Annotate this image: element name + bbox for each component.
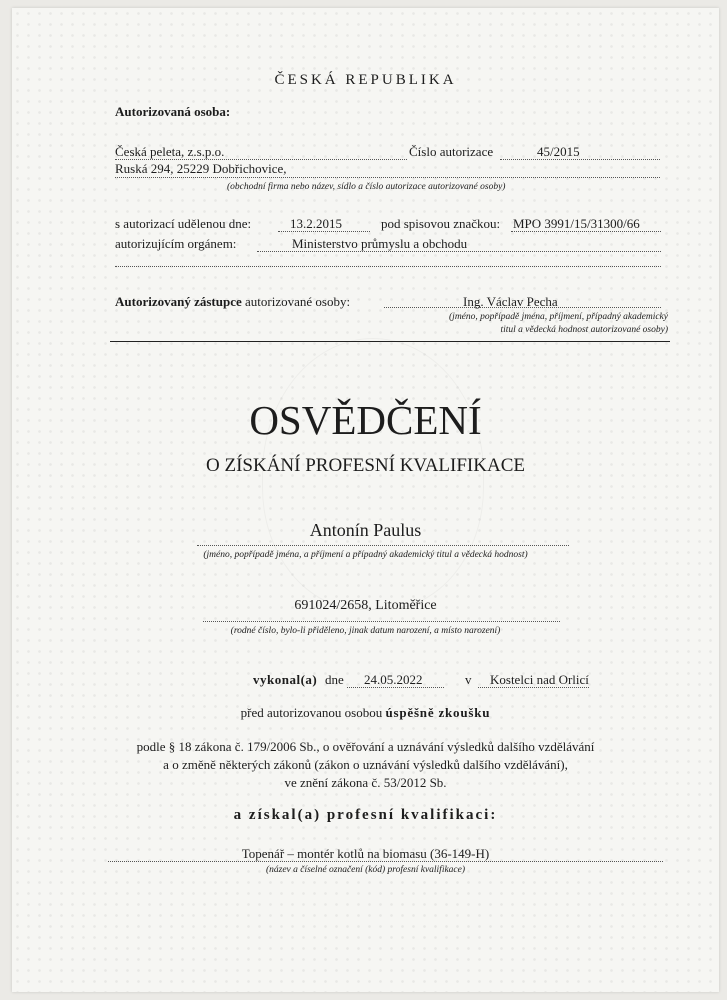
file-ref-label: pod spisovou značkou: xyxy=(381,216,501,231)
representative-caption-line2: titul a vědecká hodnost autorizované osoby) xyxy=(500,325,668,335)
exam-date-dotted-line xyxy=(347,687,444,688)
certificate-sheet xyxy=(12,8,719,992)
authorized-person-address: Ruská 294, 25229 Dobřichovice, xyxy=(115,161,287,176)
auth-number-label: Číslo autorizace xyxy=(409,144,494,159)
authorized-person-name: Česká peleta, z.s.p.o. xyxy=(115,144,225,159)
representative-label-bold: Autorizovaný zástupce xyxy=(115,294,242,309)
granted-date-dotted-line xyxy=(278,231,370,232)
auth-number-value: 45/2015 xyxy=(537,144,580,159)
exam-date: 24.05.2022 xyxy=(364,672,423,687)
holder-name: Antonín Paulus xyxy=(309,520,422,540)
granted-date: 13.2.2015 xyxy=(290,216,342,231)
authorized-person-caption: (obchodní firma nebo název, sídlo a číslo autorizace autorizované osoby) xyxy=(227,182,506,192)
empty-dotted-line xyxy=(115,266,661,267)
qualification-caption: (název a číselné označení (kód) profesní kvalifikace) xyxy=(265,865,466,875)
law-line-1: podle § 18 zákona č. 179/2006 Sb., o ověřování a uznávání výsledků dalšího vzdělávání xyxy=(136,739,595,754)
file-ref-dotted-line xyxy=(511,231,661,232)
holder-birth-dotted-line xyxy=(203,621,560,622)
representative-caption-line1: (jméno, popřípadě jména, příjmení, případný akademický xyxy=(449,312,668,322)
representative-label xyxy=(115,294,350,310)
representative-label-rest: autorizované osoby: xyxy=(245,294,351,309)
certificate-subtitle: O ZÍSKÁNÍ PROFESNÍ KVALIFIKACE xyxy=(206,455,525,476)
place-label: v xyxy=(465,672,472,687)
qualification-name: Topenář – montér kotlů na biomasu (36-149-H) xyxy=(241,846,490,861)
country-heading: ČESKÁ REPUBLIKA xyxy=(274,72,457,88)
authority-value: Ministerstvo průmyslu a obchodu xyxy=(292,236,468,251)
authority-label: autorizujícím orgánem: xyxy=(115,236,237,251)
qualification-dotted-line xyxy=(108,861,663,862)
holder-name-caption: (jméno, popřípadě jména, a příjmení a případný akademický titul a vědecká hodnost) xyxy=(203,550,528,560)
performed-label: vykonal(a) xyxy=(253,672,318,687)
certificate-title: OSVĚDČENÍ xyxy=(249,397,482,443)
name-dotted-line xyxy=(115,159,407,160)
representative-dotted-line xyxy=(384,307,661,308)
holder-name-dotted-line xyxy=(197,545,569,546)
holder-birth: 691024/2658, Litoměřice xyxy=(294,598,437,613)
representative-name: Ing. Václav Pecha xyxy=(463,294,558,309)
section-divider xyxy=(110,341,670,342)
exam-before-line xyxy=(12,705,719,721)
holder-birth-caption: (rodné číslo, bylo-li přiděleno, jinak datum narození, a místo narození) xyxy=(230,626,501,636)
auth-number-dotted-line xyxy=(500,159,660,160)
granted-label: s autorizací udělenou dne: xyxy=(115,216,252,231)
authority-dotted-line xyxy=(257,251,661,252)
law-line-2: a o změně některých zákonů (zákon o uznávání výsledků dalšího vzdělávání), xyxy=(163,757,568,772)
authorized-person-label: Autorizovaná osoba: xyxy=(115,104,231,119)
exam-place: Kostelci nad Orlicí xyxy=(490,672,589,687)
date-label: dne xyxy=(325,672,344,687)
address-dotted-line xyxy=(115,177,660,178)
file-ref-value: MPO 3991/15/31300/66 xyxy=(513,216,640,231)
before-text: před autorizovanou osobou xyxy=(240,705,383,720)
exam-result: úspěšně zkoušku xyxy=(385,705,491,720)
exam-place-dotted-line xyxy=(478,687,589,688)
qualification-heading: a získal(a) profesní kvalifikaci: xyxy=(233,807,498,823)
law-line-3: ve znění zákona č. 53/2012 Sb. xyxy=(284,775,447,790)
